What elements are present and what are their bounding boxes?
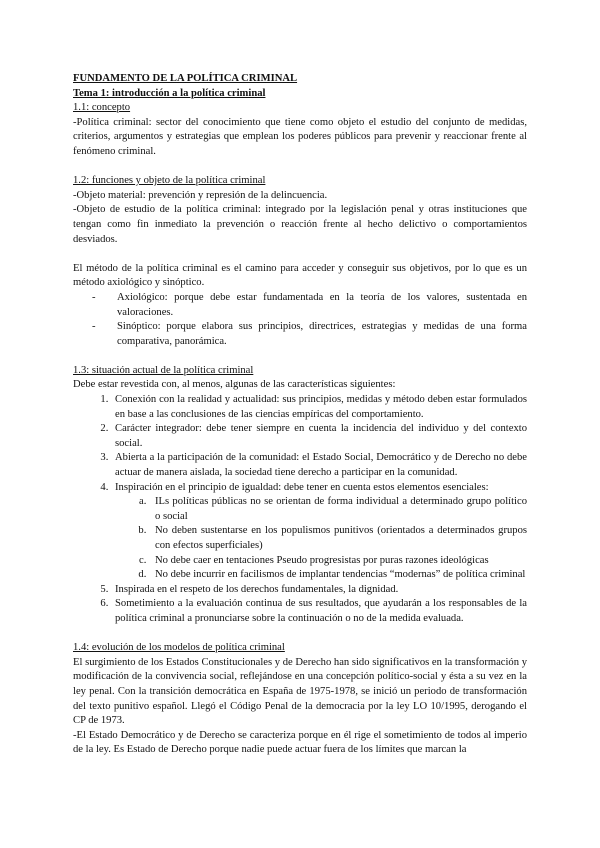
sublist-item: a. ILs políticas públicas no se orientan de forma individual a determinado grupo político o social: [149, 495, 527, 524]
caracteristicas-list: [73, 393, 527, 627]
section-1-3-heading: 1.3: situación actual de la política criminal: [73, 364, 254, 376]
bullet-sinoptico: - Sinóptico: porque elabora sus principios, directrices, estrategias y medidas de una forma comparativa, panorámica.: [117, 320, 527, 349]
list-item-igualdad: [111, 481, 527, 583]
document-title: FUNDAMENTO DE LA POLÍTICA CRIMINAL: [73, 73, 298, 84]
objeto-material-paragraph: -Objeto material: prevención y represión de la delincuencia.: [73, 189, 328, 201]
bullet-axiologico: - Axiológico: porque debe estar fundamentada en la teoría de los valores, sustentada en valoraciones.: [117, 291, 527, 320]
sublist-item: d. No debe incurrir en facilismos de implantar tendencias “modernas” de política criminal: [149, 568, 527, 583]
list-item: 5. Inspirada en el respeto de los derechos fundamentales, la dignidad.: [111, 583, 527, 598]
list-item: 6. Sometimiento a la evaluación continua de sus resultados, que ayudarán a los responsables de la política criminal a pronunciarse sobre la continuación o no de la medida evaluada.: [111, 597, 527, 626]
tema-heading: Tema 1: introducción a la política criminal: [73, 87, 266, 99]
section-1-2-heading: 1.2: funciones y objeto de la política criminal: [73, 175, 266, 187]
metodo-bullet-list: [73, 291, 527, 349]
sublist-item: c. No debe caer en tentaciones Pseudo progresistas por puras razones ideológicas: [149, 554, 527, 569]
sublist-item: b. No deben sustentarse en los populismos punitivos (orientados a determinados grupos con efectos superficiales): [149, 524, 527, 553]
metodo-paragraph: El método de la política criminal es el camino para acceder y conseguir sus objetivos, por lo que es un método axiológico y sinóptico.: [73, 262, 527, 289]
list-item: 3. Abierta a la participación de la comunidad: el Estado Social, Democrático y de Derecho no debe actuar de manera aislada, la sociedad tiene derecho a participar en la comunidad.: [111, 451, 527, 480]
section-1-1-text: -Política criminal: sector del conocimiento que tiene como objeto el estudio del conjunto de medidas, criterios, argumentos y estrategias que emplean los poderes públicos para prevenir y reaccionar frente al fenómeno criminal.: [73, 116, 527, 157]
objeto-estudio-paragraph: -Objeto de estudio de la política criminal: integrado por la legislación penal y otras instituciones que tengan como fin inmediato la prevención o reacción frente al hecho delictivo o comportamientos desviados.: [73, 204, 527, 245]
section-1-3-intro: Debe estar revestida con, al menos, algunas de las características siguientes:: [73, 379, 396, 391]
igualdad-sublist: [115, 495, 527, 583]
list-item-text: Inspiración en el principio de igualdad: debe tener en cuenta estos elementos esenciales:: [115, 481, 489, 493]
section-1-4-paragraph-1: El surgimiento de los Estados Constitucionales y de Derecho han sido significativos en la transformación y modificación de la convivencia social, reflejándose en una concepción político-social y ésta a su vez en la ley penal. Con la transición democrática en España de 1975-1978, se inició un periodo de transformación del texto punitivo español. Llegó el Código Penal de la democracia por la ley LO 10/1995, derogando el CP de 1973.: [73, 656, 527, 727]
section-1-4-heading: 1.4: evolución de los modelos de política criminal: [73, 642, 285, 654]
section-1-1-heading: 1.1: concepto: [73, 102, 131, 114]
list-item: 2. Carácter integrador: debe tener siempre en cuenta la incidencia del individuo y del contexto social.: [111, 422, 527, 451]
list-item: 1. Conexión con la realidad y actualidad: sus principios, medidas y método deben estar formulados en base a las conclusiones de las ciencias empíricas del comportamiento.: [111, 393, 527, 422]
section-1-4-paragraph-2: -El Estado Democrático y de Derecho se caracteriza porque en él rige el sometimiento de todos al imperio de la ley. Es Estado de Derecho porque nadie puede actuar fuera de los límites que marcan la: [73, 729, 527, 756]
